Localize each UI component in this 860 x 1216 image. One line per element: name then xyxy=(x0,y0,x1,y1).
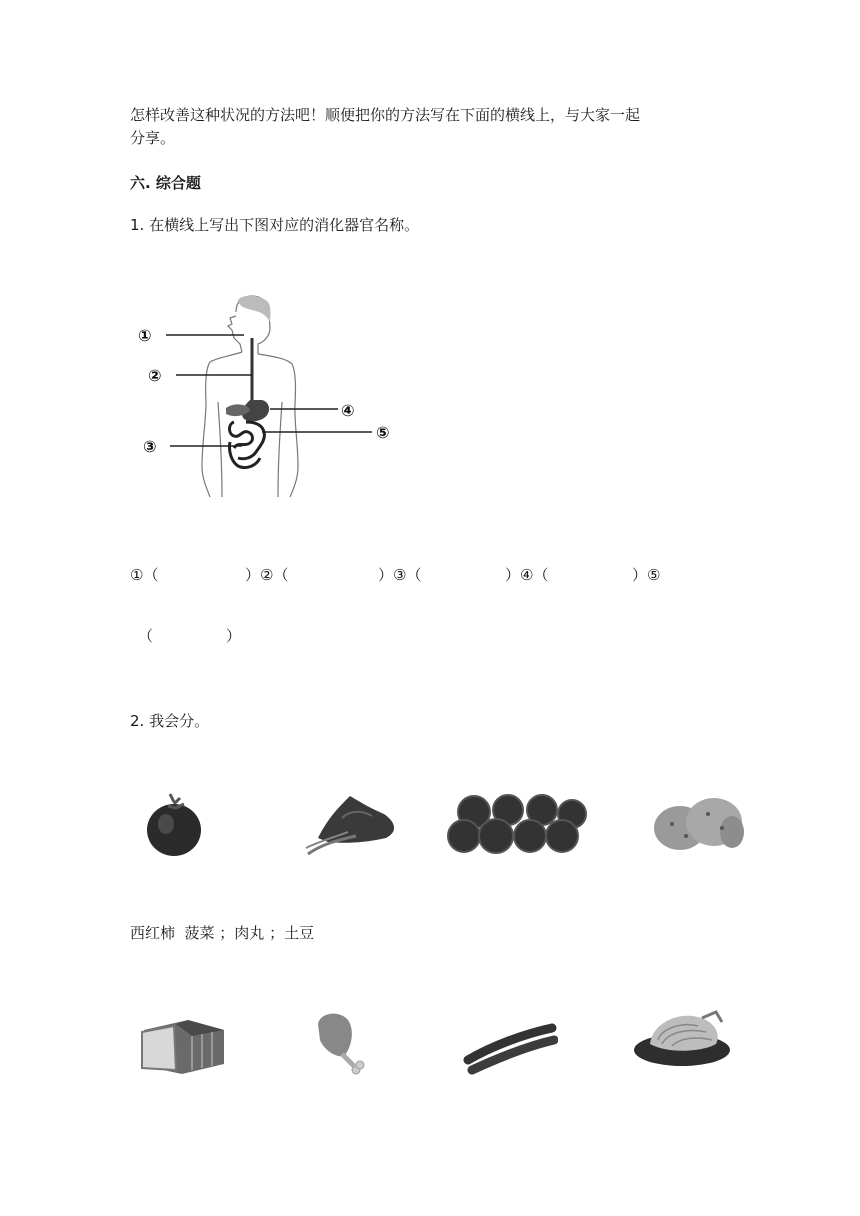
digestive-system-figure xyxy=(130,292,410,507)
noodles-image xyxy=(632,1004,732,1068)
question-2-text: 2. 我会分。 xyxy=(130,712,210,730)
spinach-image xyxy=(298,788,403,860)
answer-blank-1: ①（ xyxy=(130,566,159,584)
label-4: ④ xyxy=(341,401,355,420)
foods-caption: 西红柿 菠菜 ；肉丸 ；土豆 xyxy=(130,924,315,942)
label-5: ⑤ xyxy=(376,423,390,442)
answer-blank-2: ）②（ xyxy=(245,566,289,584)
section-title: 六. 综合题 xyxy=(130,174,201,192)
answer-blank-4: ）④（ xyxy=(505,566,549,584)
tomato-image xyxy=(140,790,210,860)
intro-line-1: 怎样改善这种状况的方法吧！顺便把你的方法写在下面的横线上，与大家一起 xyxy=(130,106,641,124)
cucumber-image xyxy=(462,1020,558,1076)
intro-line-2: 分享。 xyxy=(130,129,176,147)
bread-image xyxy=(136,1004,228,1076)
label-3: ③ xyxy=(143,437,157,456)
meatballs-image xyxy=(446,792,594,856)
label-1: ① xyxy=(138,326,152,345)
chicken-leg-image xyxy=(312,1010,374,1076)
answer-row-1 xyxy=(130,564,660,586)
potatoes-image xyxy=(652,794,746,856)
answer-blank-3: ）③（ xyxy=(378,566,422,584)
question-1-text: 1. 在横线上写出下图对应的消化器官名称。 xyxy=(130,216,420,234)
label-2: ② xyxy=(148,366,162,385)
answer-blank-5: ）⑤ xyxy=(632,566,661,584)
answer-row-2: （ ） xyxy=(138,627,242,645)
